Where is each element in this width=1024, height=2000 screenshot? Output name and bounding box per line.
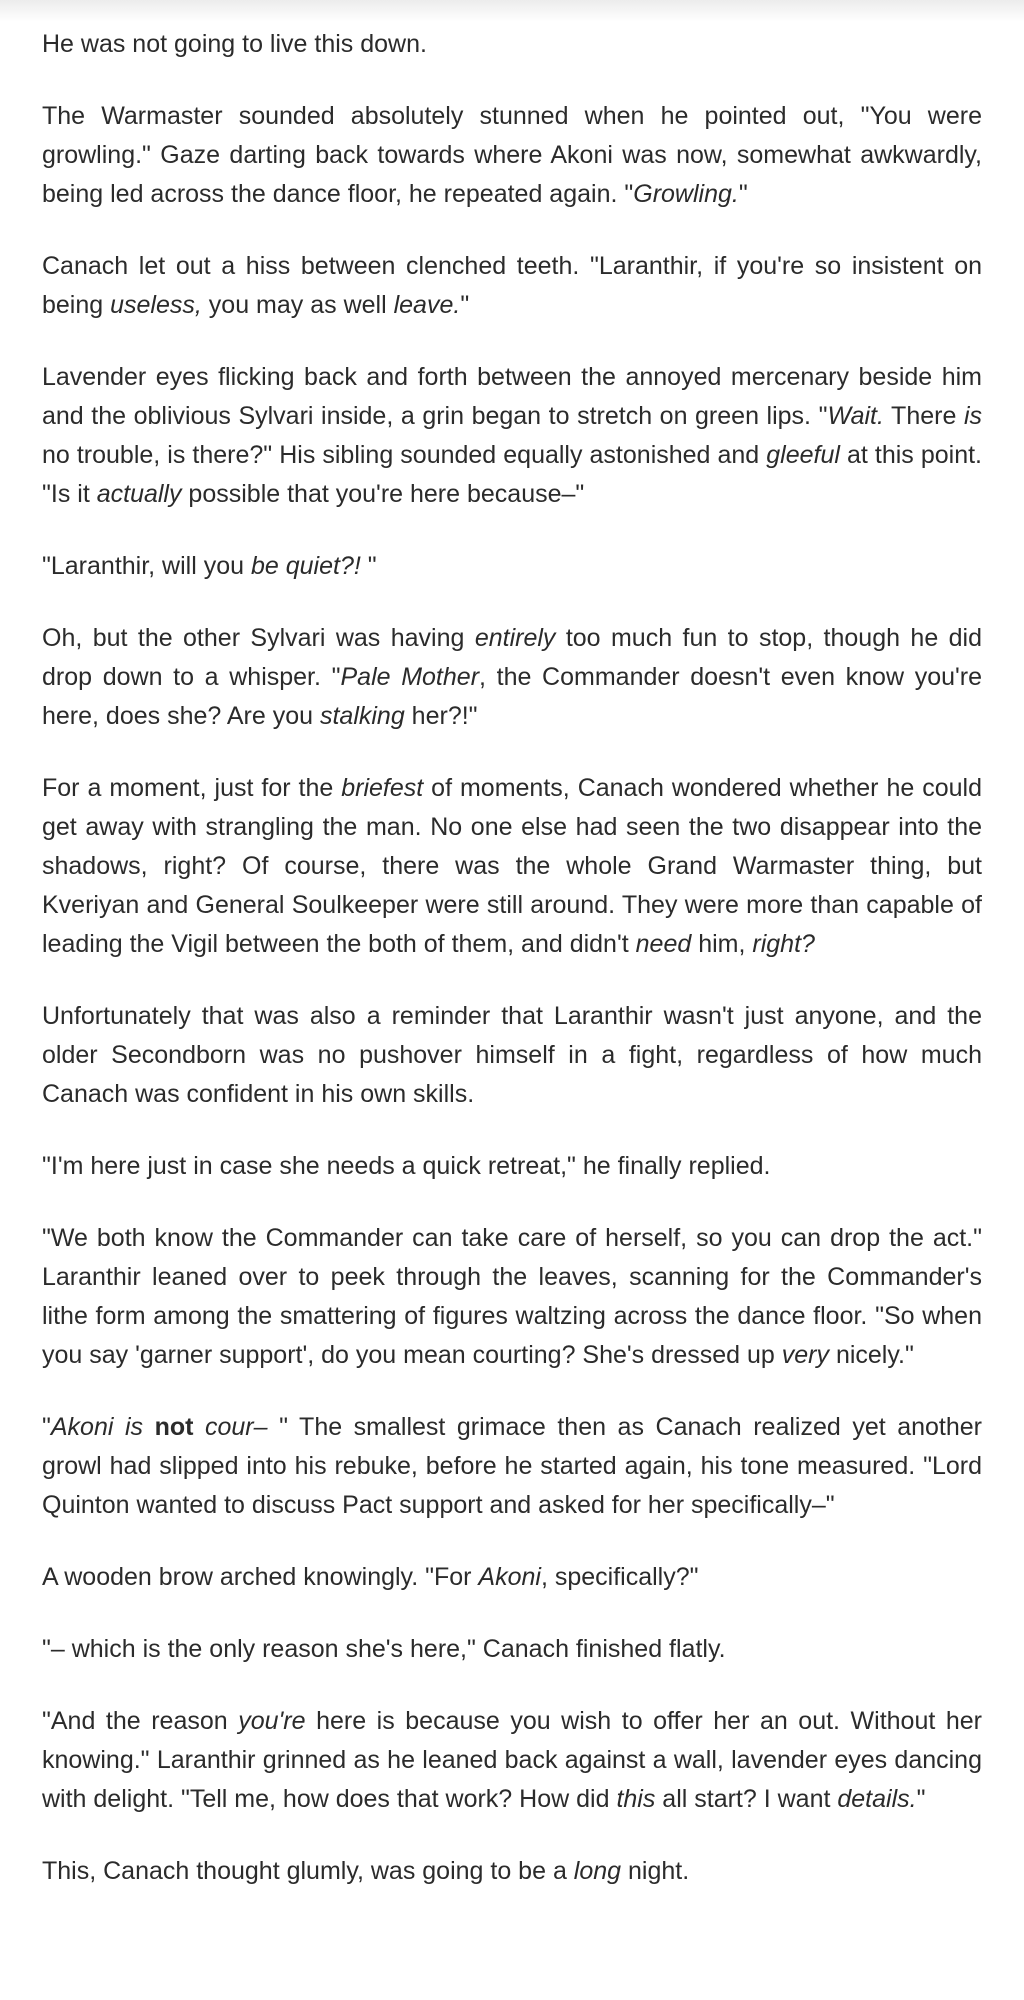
story-paragraph: [42, 1219, 982, 1375]
text-run: ": [42, 1413, 51, 1441]
text-run: ": [916, 1785, 926, 1813]
emphasis-text: useless,: [110, 291, 202, 319]
text-run: "Laranthir, will you: [42, 552, 251, 580]
emphasis-text: gleeful: [766, 441, 840, 469]
text-run: ": [738, 180, 748, 208]
text-run: nicely.": [829, 1341, 914, 1369]
emphasis-text: Akoni is: [50, 1413, 155, 1441]
text-run: ": [360, 552, 377, 580]
text-run: Unfortunately that was also a reminder that Laranthir wasn't just anyone, and the older Secondborn was no pushover himself in a fight, regardless of how much Canach was confident in his own skills.: [42, 1002, 982, 1108]
story-paragraph: [42, 25, 982, 64]
text-run: him,: [691, 930, 753, 958]
text-run: no trouble, is there?" His sibling sounded equally astonished and: [42, 441, 767, 469]
emphasis-text: briefest: [341, 774, 424, 802]
emphasis-text: Pale Mother: [340, 663, 480, 691]
emphasis-text: you're: [238, 1707, 306, 1735]
story-paragraph: [42, 769, 982, 964]
emphasis-text: details.: [837, 1785, 917, 1813]
emphasis-text: right?: [752, 930, 815, 958]
story-paragraph: [42, 1558, 982, 1597]
text-run: "And the reason: [42, 1707, 239, 1735]
story-paragraph: [42, 547, 982, 586]
emphasis-text: very: [781, 1341, 829, 1369]
text-run: at this point. "Is it: [42, 441, 982, 508]
story-paragraph: [42, 247, 982, 325]
text-run: For a moment, just for the: [42, 774, 342, 802]
emphasis-text: Akoni: [478, 1563, 541, 1591]
emphasis-text: be quiet?!: [250, 552, 361, 580]
emphasis-text: actually: [96, 480, 182, 508]
text-run: " The smallest grimace then as Canach realized yet another growl had slipped into his rebuke, before he started again, his tone measured. "Lord Quinton wanted to discuss Pact support and asked for her specifically–": [42, 1413, 983, 1519]
text-run: A wooden brow arched knowingly. "For: [42, 1563, 479, 1591]
story-paragraph: [42, 1702, 982, 1819]
emphasis-text: stalking: [319, 702, 405, 730]
text-run: "I'm here just in case she needs a quick retreat," he finally replied.: [42, 1152, 771, 1180]
text-run: "– which is the only reason she's here," Canach finished flatly.: [42, 1635, 726, 1663]
emphasis-text: leave.: [393, 291, 461, 319]
text-run: He was not going to live this down.: [42, 30, 427, 58]
text-run: , the Commander doesn't even know you're here, does she? Are you: [42, 663, 982, 730]
text-run: , specifically?": [540, 1563, 699, 1591]
text-run: This, Canach thought glumly, was going to be a: [42, 1857, 574, 1885]
story-paragraph: [42, 997, 982, 1114]
story-paragraph: [42, 358, 982, 514]
story-paragraph: [42, 1147, 982, 1186]
story-paragraph: [42, 1852, 982, 1891]
text-run: Lavender eyes flicking back and forth between the annoyed mercenary beside him and the oblivious Sylvari inside, a grin began to stretch on green lips. ": [42, 363, 982, 430]
text-run: "We both know the Commander can take care of herself, so you can drop the act." Laranthir leaned over to peek through the leaves, scanning for the Commander's lithe form among the smattering of figures waltzing across the dance floor. "So when you say 'garner support', do you mean courting? She's dressed up: [42, 1224, 982, 1369]
text-run: too much fun to stop, though he did drop down to a whisper. ": [42, 624, 983, 691]
emphasis-text: need: [635, 930, 692, 958]
text-run: all start? I want: [655, 1785, 838, 1813]
text-run: There: [883, 402, 964, 430]
story-paragraph: [42, 1630, 982, 1669]
text-run: here is because you wish to offer her an out. Without her knowing." Laranthir grinned as he leaned back against a wall, lavender eyes dancing with delight. "Tell me, how does that work? How did: [42, 1707, 982, 1813]
story-paragraph: [42, 1408, 982, 1525]
text-run: possible that you're here because–": [181, 480, 585, 508]
emphasis-text: this: [616, 1785, 656, 1813]
emphasis-text: entirely: [474, 624, 556, 652]
story-paragraph: [42, 619, 982, 736]
bold-text: not: [154, 1413, 194, 1441]
text-run: ": [460, 291, 470, 319]
story-paragraph: [42, 97, 982, 214]
text-run: The Warmaster sounded absolutely stunned when he pointed out, "You were growling." Gaze darting back towards where Akoni was now, somewhat awkwardly, being led across the dance floor, he repeated again. ": [42, 102, 982, 208]
emphasis-text: Wait.: [827, 402, 884, 430]
emphasis-text: cour–: [193, 1413, 280, 1441]
text-run: you may as well: [201, 291, 394, 319]
emphasis-text: Growling.: [633, 180, 739, 208]
emphasis-text: long: [573, 1857, 622, 1885]
emphasis-text: is: [963, 402, 982, 430]
text-run: night.: [621, 1857, 690, 1885]
text-run: Oh, but the other Sylvari was having: [42, 624, 475, 652]
text-run: Canach let out a hiss between clenched teeth. "Laranthir, if you're so insistent on being: [42, 252, 982, 319]
text-run: her?!": [404, 702, 478, 730]
text-run: of moments, Canach wondered whether he could get away with strangling the man. No one else had seen the two disappear into the shadows, right? Of course, there was the whole Grand Warmaster thing, but Kveriyan and General Soulkeeper were still around. They were more than capable of leading the Vigil between the both of them, and didn't: [42, 774, 982, 958]
